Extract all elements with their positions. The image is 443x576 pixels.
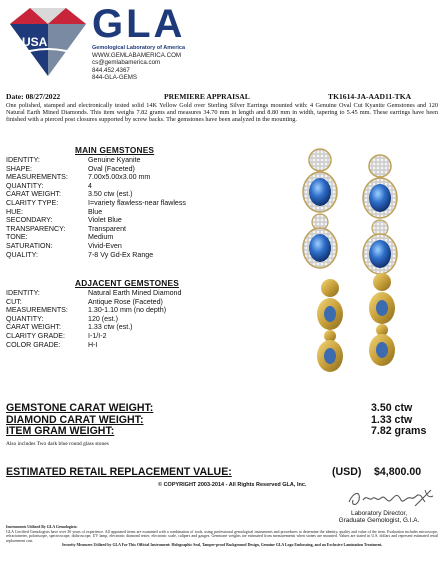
prop-row <box>6 315 181 324</box>
prop-row <box>6 173 186 182</box>
summary-row <box>6 414 436 426</box>
prop-value: Vivid-Even <box>88 241 122 250</box>
brand-name: GLA <box>92 2 186 46</box>
prop-key: QUANTITY: <box>6 181 44 190</box>
prop-value: I=variety flawless-near flawless <box>88 198 186 207</box>
prop-value: Oval (Faceted) <box>88 164 135 173</box>
prop-row <box>6 332 181 341</box>
prop-row <box>6 199 186 208</box>
phone-number: 844.452.4367 <box>92 66 130 74</box>
website-link[interactable]: WWW.GEMLABAMERICA.COM <box>92 52 182 59</box>
prop-value: H-I <box>88 340 98 349</box>
retail-value-label: ESTIMATED RETAIL REPLACEMENT VALUE: <box>6 466 232 478</box>
prop-key: CUT: <box>6 297 22 306</box>
prop-row <box>6 251 186 260</box>
prop-key: CARAT WEIGHT: <box>6 323 61 332</box>
prop-key: MEASUREMENTS: <box>6 173 68 182</box>
gemstone-carat-value: 3.50 ctw <box>371 402 413 414</box>
prop-row <box>6 208 186 217</box>
phone-alt: 844-GLA-GEMS <box>92 73 138 81</box>
fine-print-footer: Security Measures Utilized by GLA For This Official Instrument: Holographic Seal, Tamper-proof Background Design, Genuine GLA Logo Embossing, and an Exclusive Lamination Treatment. <box>61 543 383 548</box>
director-title: Laboratory Director, <box>350 510 408 517</box>
prop-value: 7.00x5.00x3.00 mm <box>88 173 151 182</box>
prop-value: Blue <box>88 207 103 216</box>
adjacent-gemstones-table <box>6 289 181 349</box>
fine-print <box>6 525 438 548</box>
copyright-text: © COPYRIGHT 2003-2014 - All Rights Reserved GLA, Inc. <box>158 482 307 488</box>
prop-value: Transparent <box>88 224 126 233</box>
main-gemstones-heading: MAIN GEMSTONES <box>75 145 155 155</box>
prop-value: 1.30-1.10 mm (no depth) <box>88 306 167 315</box>
fine-print-heading: Instruments Utilized By GLA Gemologists: <box>6 525 78 529</box>
summary-row <box>6 425 436 437</box>
prop-key: IDENTITY: <box>6 289 40 297</box>
prop-key: COLOR GRADE: <box>6 340 61 349</box>
brand-subtitle: Gemological Laboratory of America <box>92 45 186 51</box>
svg-text:USA: USA <box>22 35 48 49</box>
prop-value: Antique Rose (Faceted) <box>88 297 163 306</box>
director-credentials <box>320 510 438 525</box>
earrings-photo <box>284 142 428 374</box>
prop-row <box>6 289 181 298</box>
prop-key: HUE: <box>6 207 23 216</box>
prop-value: Genuine Kyanite <box>88 156 141 164</box>
prop-row <box>6 216 186 225</box>
header <box>0 0 443 90</box>
prop-key: QUANTITY: <box>6 314 44 323</box>
diamond-carat-label: DIAMOND CARAT WEIGHT: <box>6 413 144 426</box>
item-description: One polished, stamped and electronically tested solid 14K Yellow Gold over Sterling Silver Earrings mounted with: 4 Genuine Oval Cut Kyanite Gemstones and 120 Natural Earth Mined Diamonds. This item weighs 7.82 grams and measures 34.70 mm in length and 8.80 mm in width, tapering to 5.45 mm. These earrings have been finished with a pierced post closures supported by screw backs. The gemstones have been analyzed in the mounting. <box>6 102 438 124</box>
prop-key: CARAT WEIGHT: <box>6 190 61 199</box>
prop-row <box>6 190 186 199</box>
prop-row <box>6 242 186 251</box>
prop-key: IDENTITY: <box>6 156 40 164</box>
prop-row <box>6 298 181 307</box>
prop-row <box>6 165 186 174</box>
fine-print-body: GLA Certified Gemologists have over 30 years of experience. All appraised items are examined with a combination of tools, using professional gemological instruments and procedures to determine the identity, quality and value of the item. Evaluation includes microscope, refractometer, polariscope, spectroscope, dichroscope, UV lamp, electronic diamond tester, electronic scale, calipers and gauges. Gemstone weights are estimated from measurements when stones are mounted. Values are stated in U.S. dollars and represent estimated retail replacement cost. <box>6 529 438 543</box>
prop-value: I-1/I-2 <box>88 331 107 340</box>
prop-row <box>6 233 186 242</box>
prop-key: TRANSPARENCY: <box>6 224 66 233</box>
prop-value: Violet Blue <box>88 216 122 225</box>
contact-block <box>92 52 181 81</box>
prop-row <box>6 341 181 350</box>
prop-value: Natural Earth Mined Diamond <box>88 289 182 297</box>
prop-value: 4 <box>88 181 92 190</box>
prop-key: SATURATION: <box>6 241 53 250</box>
summary-note: Also includes Two dark blue round glass stones <box>6 441 109 447</box>
adjacent-gemstones-heading: ADJACENT GEMSTONES <box>75 278 179 288</box>
email-link[interactable]: cs@gemlabamerica.com <box>92 59 161 67</box>
prop-row <box>6 225 186 234</box>
prop-value: 1.33 ctw (est.) <box>88 323 133 332</box>
prop-key: CLARITY TYPE: <box>6 198 59 207</box>
gram-weight-value: 7.82 grams <box>371 425 427 437</box>
currency-label: (USD) <box>332 466 362 478</box>
prop-key: TONE: <box>6 233 28 242</box>
signature-icon <box>345 486 435 510</box>
prop-row <box>6 323 181 332</box>
prop-value: Medium <box>88 233 114 242</box>
prop-key: SECONDARY: <box>6 216 53 225</box>
diamond-carat-value: 1.33 ctw <box>371 413 413 426</box>
prop-value: 3.50 ctw (est.) <box>88 190 133 199</box>
summary-row <box>6 402 436 414</box>
prop-row <box>6 306 181 315</box>
appraisal-type: PREMIERE APPRAISAL <box>164 92 250 101</box>
gram-weight-label: ITEM GRAM WEIGHT: <box>6 425 115 437</box>
gem-logo-icon <box>8 6 88 78</box>
prop-key: SHAPE: <box>6 164 33 173</box>
retail-value-amount: $4,800.00 <box>374 466 422 478</box>
prop-key: MEASUREMENTS: <box>6 306 68 315</box>
director-qualification: Graduate Gemologist, G.I.A. <box>338 517 420 525</box>
prop-row <box>6 156 186 165</box>
main-gemstones-table <box>6 156 186 259</box>
gemstone-carat-label: GEMSTONE CARAT WEIGHT: <box>6 402 154 414</box>
prop-row <box>6 182 186 191</box>
prop-value: 120 (est.) <box>88 314 118 323</box>
summary-block <box>6 402 436 437</box>
prop-key: CLARITY GRADE: <box>6 331 65 340</box>
prop-value: 7-8 Vy Gd-Ex Range <box>88 250 154 259</box>
prop-key: QUALITY: <box>6 250 38 259</box>
appraisal-date: Date: 08/27/2022 <box>6 92 61 101</box>
appraisal-id: TK1614-JA-AAD11-TKA <box>328 92 412 101</box>
